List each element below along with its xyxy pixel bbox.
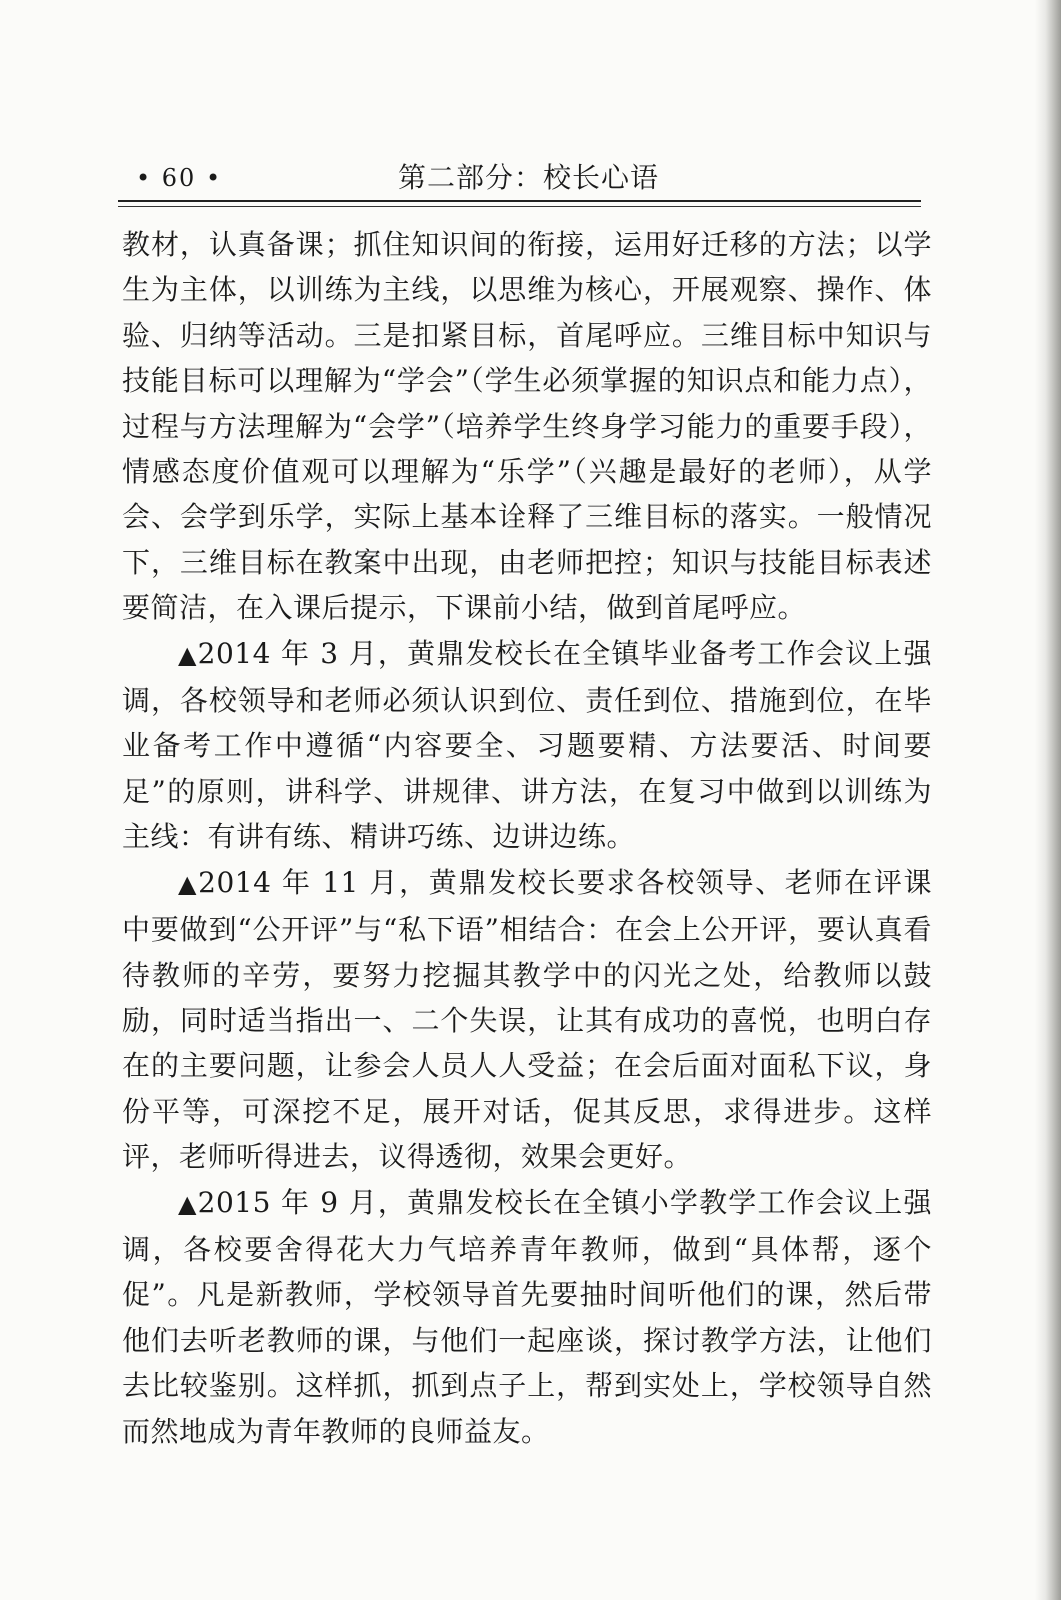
page-number: • 60 •: [136, 164, 223, 192]
paragraph-text: 2014 年 11 月，黄鼎发校长要求各校领导、老师在评课中要做到“公开评”与“私下语”相结合：在会上公开评，要认真看待教师的辛劳，要努力挖掘其教学中的闪光之处，给教师以鼓励，同时适当指出一、二个失误，让其有成功的喜悦，也明白存在的主要问题，让参会人员人人受益；在会后面对面私下议，身份平等，可深挖不足，展开对话，促其反思，求得进步。这样评，老师听得进去，议得透彻，效果会更好。: [122, 865, 932, 1174]
paragraph-continued: [122, 222, 932, 631]
triangle-bullet-icon: ▲: [178, 869, 199, 898]
paragraph-text: 2014 年 3 月，黄鼎发校长在全镇毕业备考工作会议上强调，各校领导和老师必须认识到位、责任到位、措施到位，在毕业备考工作中遵循“内容要全、习题要精、方法要活、时间要足”的原则，讲科学、讲规律、讲方法，在复习中做到以训练为主线：有讲有练、精讲巧练、边讲边练。: [122, 636, 932, 854]
triangle-bullet-icon: ▲: [178, 640, 198, 669]
page-edge-shadow: [1035, 0, 1061, 1600]
running-title: 第二部分：校长心语: [398, 161, 660, 194]
triangle-bullet-icon: ▲: [178, 1189, 198, 1218]
paragraph-text: 2015 年 9 月，黄鼎发校长在全镇小学教学工作会议上强调，各校要舍得花大力气培养青年教师，做到“具体帮，逐个促”。凡是新教师，学校领导首先要抽时间听他们的课，然后带他们去听老教师的课，与他们一起座谈，探讨教学方法，让他们去比较鉴别。这样抓，抓到点子上，帮到实处上，学校领导自然而然地成为青年教师的良师益友。: [122, 1185, 932, 1448]
body-text: [122, 222, 932, 1454]
paragraph-text: 教材，认真备课；抓住知识间的衔接，运用好迁移的方法；以学生为主体，以训练为主线，以思维为核心，开展观察、操作、体验、归纳等活动。三是扣紧目标，首尾呼应。三维目标中知识与技能目标可以理解为“学会”（学生必须掌握的知识点和能力点），过程与方法理解为“会学”（培养学生终身学习能力的重要手段），情感态度价值观可以理解为“乐学”（兴趣是最好的老师），从学会、会学到乐学，实际上基本诠释了三维目标的落实。一般情况下，三维目标在教案中出现，由老师把控；知识与技能目标表述要简洁，在入课后提示，下课前小结，做到首尾呼应。: [122, 228, 932, 625]
page-header: [120, 150, 940, 202]
paragraph-2014-march: [122, 631, 932, 860]
paragraph-2014-november: [122, 860, 932, 1180]
header-rule-thin: [118, 206, 921, 207]
header-rule-thick: [118, 200, 921, 202]
paragraph-2015-september: [122, 1180, 932, 1454]
